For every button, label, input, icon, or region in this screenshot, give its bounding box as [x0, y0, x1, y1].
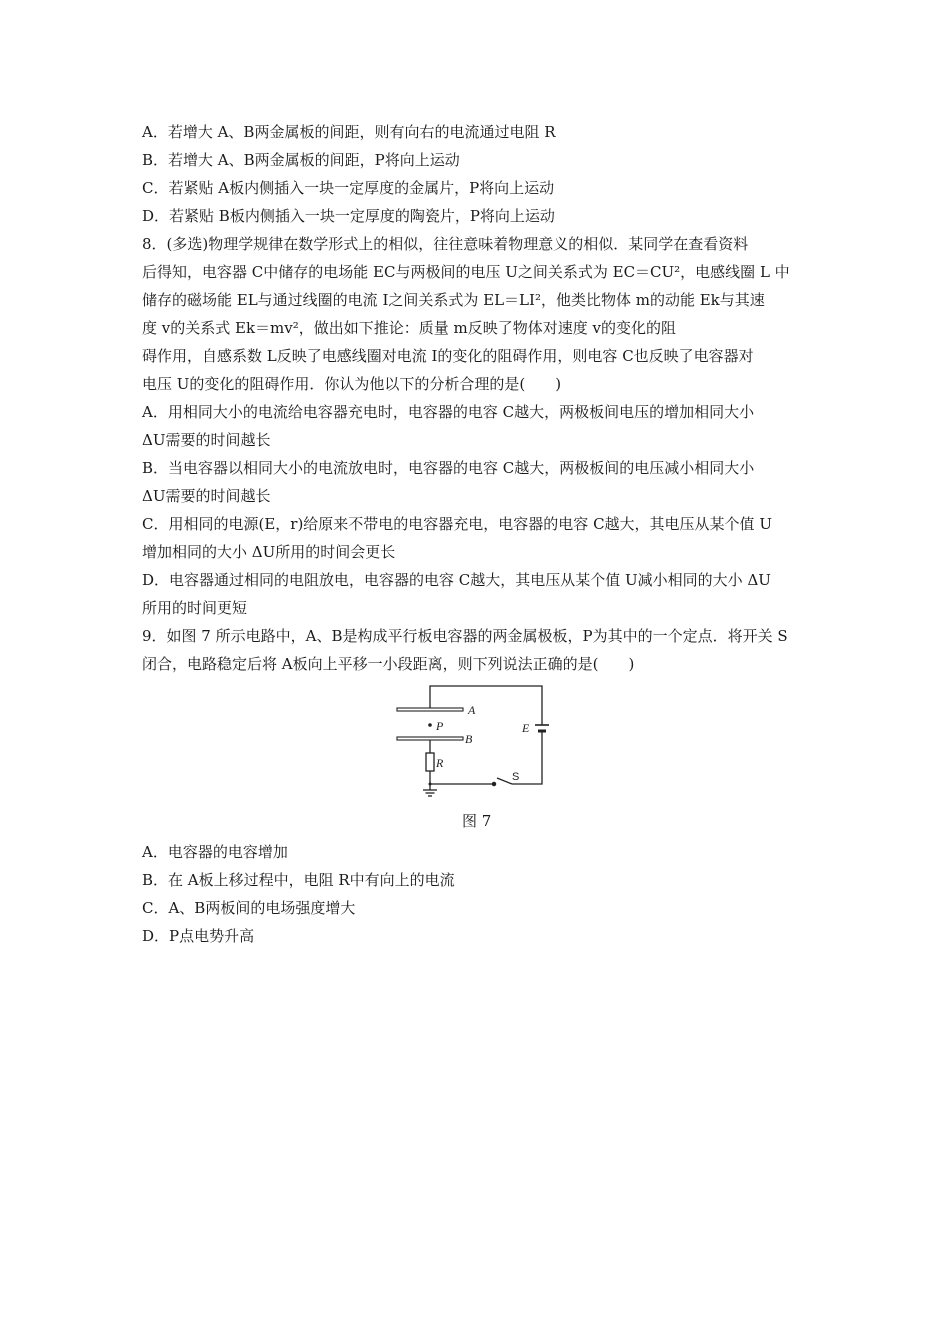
q7-option-d: D．若紧贴 B板内侧插入一块一定厚度的陶瓷片，P将向上运动 — [142, 207, 555, 225]
q8-option-a-cont: ΔU需要的时间越长 — [142, 431, 271, 449]
q9-stem-line-2: 闭合，电路稳定后将 A板向上平移一小段距离，则下列说法正确的是( ) — [142, 655, 635, 673]
switch-blade — [497, 778, 512, 784]
q7-option-c: C．若紧贴 A板内侧插入一块一定厚度的金属片，P将向上运动 — [142, 179, 555, 197]
ground-node — [429, 783, 432, 786]
q8-option-d-cont: 所用的时间更短 — [142, 599, 248, 617]
q9-option-b: B．在 A板上移过程中，电阻 R中有向上的电流 — [142, 871, 455, 889]
q8-stem-line-6: 电压 U的变化的阻碍作用．你认为他以下的分析合理的是( ) — [142, 375, 562, 393]
q8-option-c-cont: 增加相同的大小 ΔU所用的时间会更长 — [142, 543, 396, 561]
figure-caption: 图 7 — [462, 812, 492, 830]
plate-b — [397, 737, 463, 740]
label-a: A — [468, 703, 476, 717]
q9-option-a: A．电容器的电容增加 — [142, 843, 288, 861]
label-p: P — [436, 719, 444, 733]
q7-option-a: A．若增大 A、B两金属板的间距，则有向右的电流通过电阻 R — [142, 123, 556, 141]
q9-option-c: C．A、B两板间的电场强度增大 — [142, 899, 356, 917]
q8-option-b-cont: ΔU需要的时间越长 — [142, 487, 271, 505]
q9-stem-line-1: 9．如图 7 所示电路中，A、B是构成平行板电容器的两金属极板，P为其中的一个定点．将开关 S — [142, 627, 788, 645]
q8-stem-line-1: 8．(多选)物理学规律在数学形式上的相似，往往意味着物理意义的相似．某同学在查看资料 — [142, 235, 749, 253]
label-b: B — [465, 732, 473, 746]
q8-stem-line-4: 度 v的关系式 Ek＝mv²，做出如下推论：质量 m反映了物体对速度 v的变化的阻 — [142, 319, 676, 337]
q9-option-d: D．P点电势升高 — [142, 927, 255, 945]
q8-option-d: D．电容器通过相同的电阻放电，电容器的电容 C越大，其电压从某个值 U减小相同的大小 ΔU — [142, 571, 771, 589]
label-e: E — [522, 721, 530, 735]
q8-option-b: B．当电容器以相同大小的电流放电时，电容器的电容 C越大，两极板间的电压减小相同大小 — [142, 459, 755, 477]
q8-stem-line-3: 储存的磁场能 EL与通过线圈的电流 I之间关系式为 EL＝LI²，他类比物体 m的动能 Ek与其速 — [142, 291, 765, 309]
label-r: R — [436, 756, 444, 770]
q8-option-c: C．用相同的电源(E，r)给原来不带电的电容器充电，电容器的电容 C越大，其电压从某个值 U — [142, 515, 772, 533]
q7-option-b: B．若增大 A、B两金属板的间距，P将向上运动 — [142, 151, 460, 169]
q8-stem-line-2: 后得知，电容器 C中储存的电场能 EC与两极间的电压 U之间关系式为 EC＝CU²，电感线圈 L 中 — [142, 263, 790, 281]
plate-a — [397, 708, 463, 711]
label-s: S — [512, 771, 520, 783]
resistor-r — [426, 753, 434, 771]
document-page — [142, 118, 822, 950]
wire-top — [430, 686, 542, 725]
q8-option-a: A．用相同大小的电流给电容器充电时，电容器的电容 C越大，两极板间电压的增加相同大小 — [142, 403, 755, 421]
point-p — [428, 723, 432, 727]
circuit-diagram — [392, 682, 562, 810]
q8-stem-line-5: 碍作用，自感系数 L反映了电感线圈对电流 I的变化的阻碍作用，则电容 C也反映了电容器对 — [142, 347, 754, 365]
circuit-figure — [142, 678, 822, 838]
